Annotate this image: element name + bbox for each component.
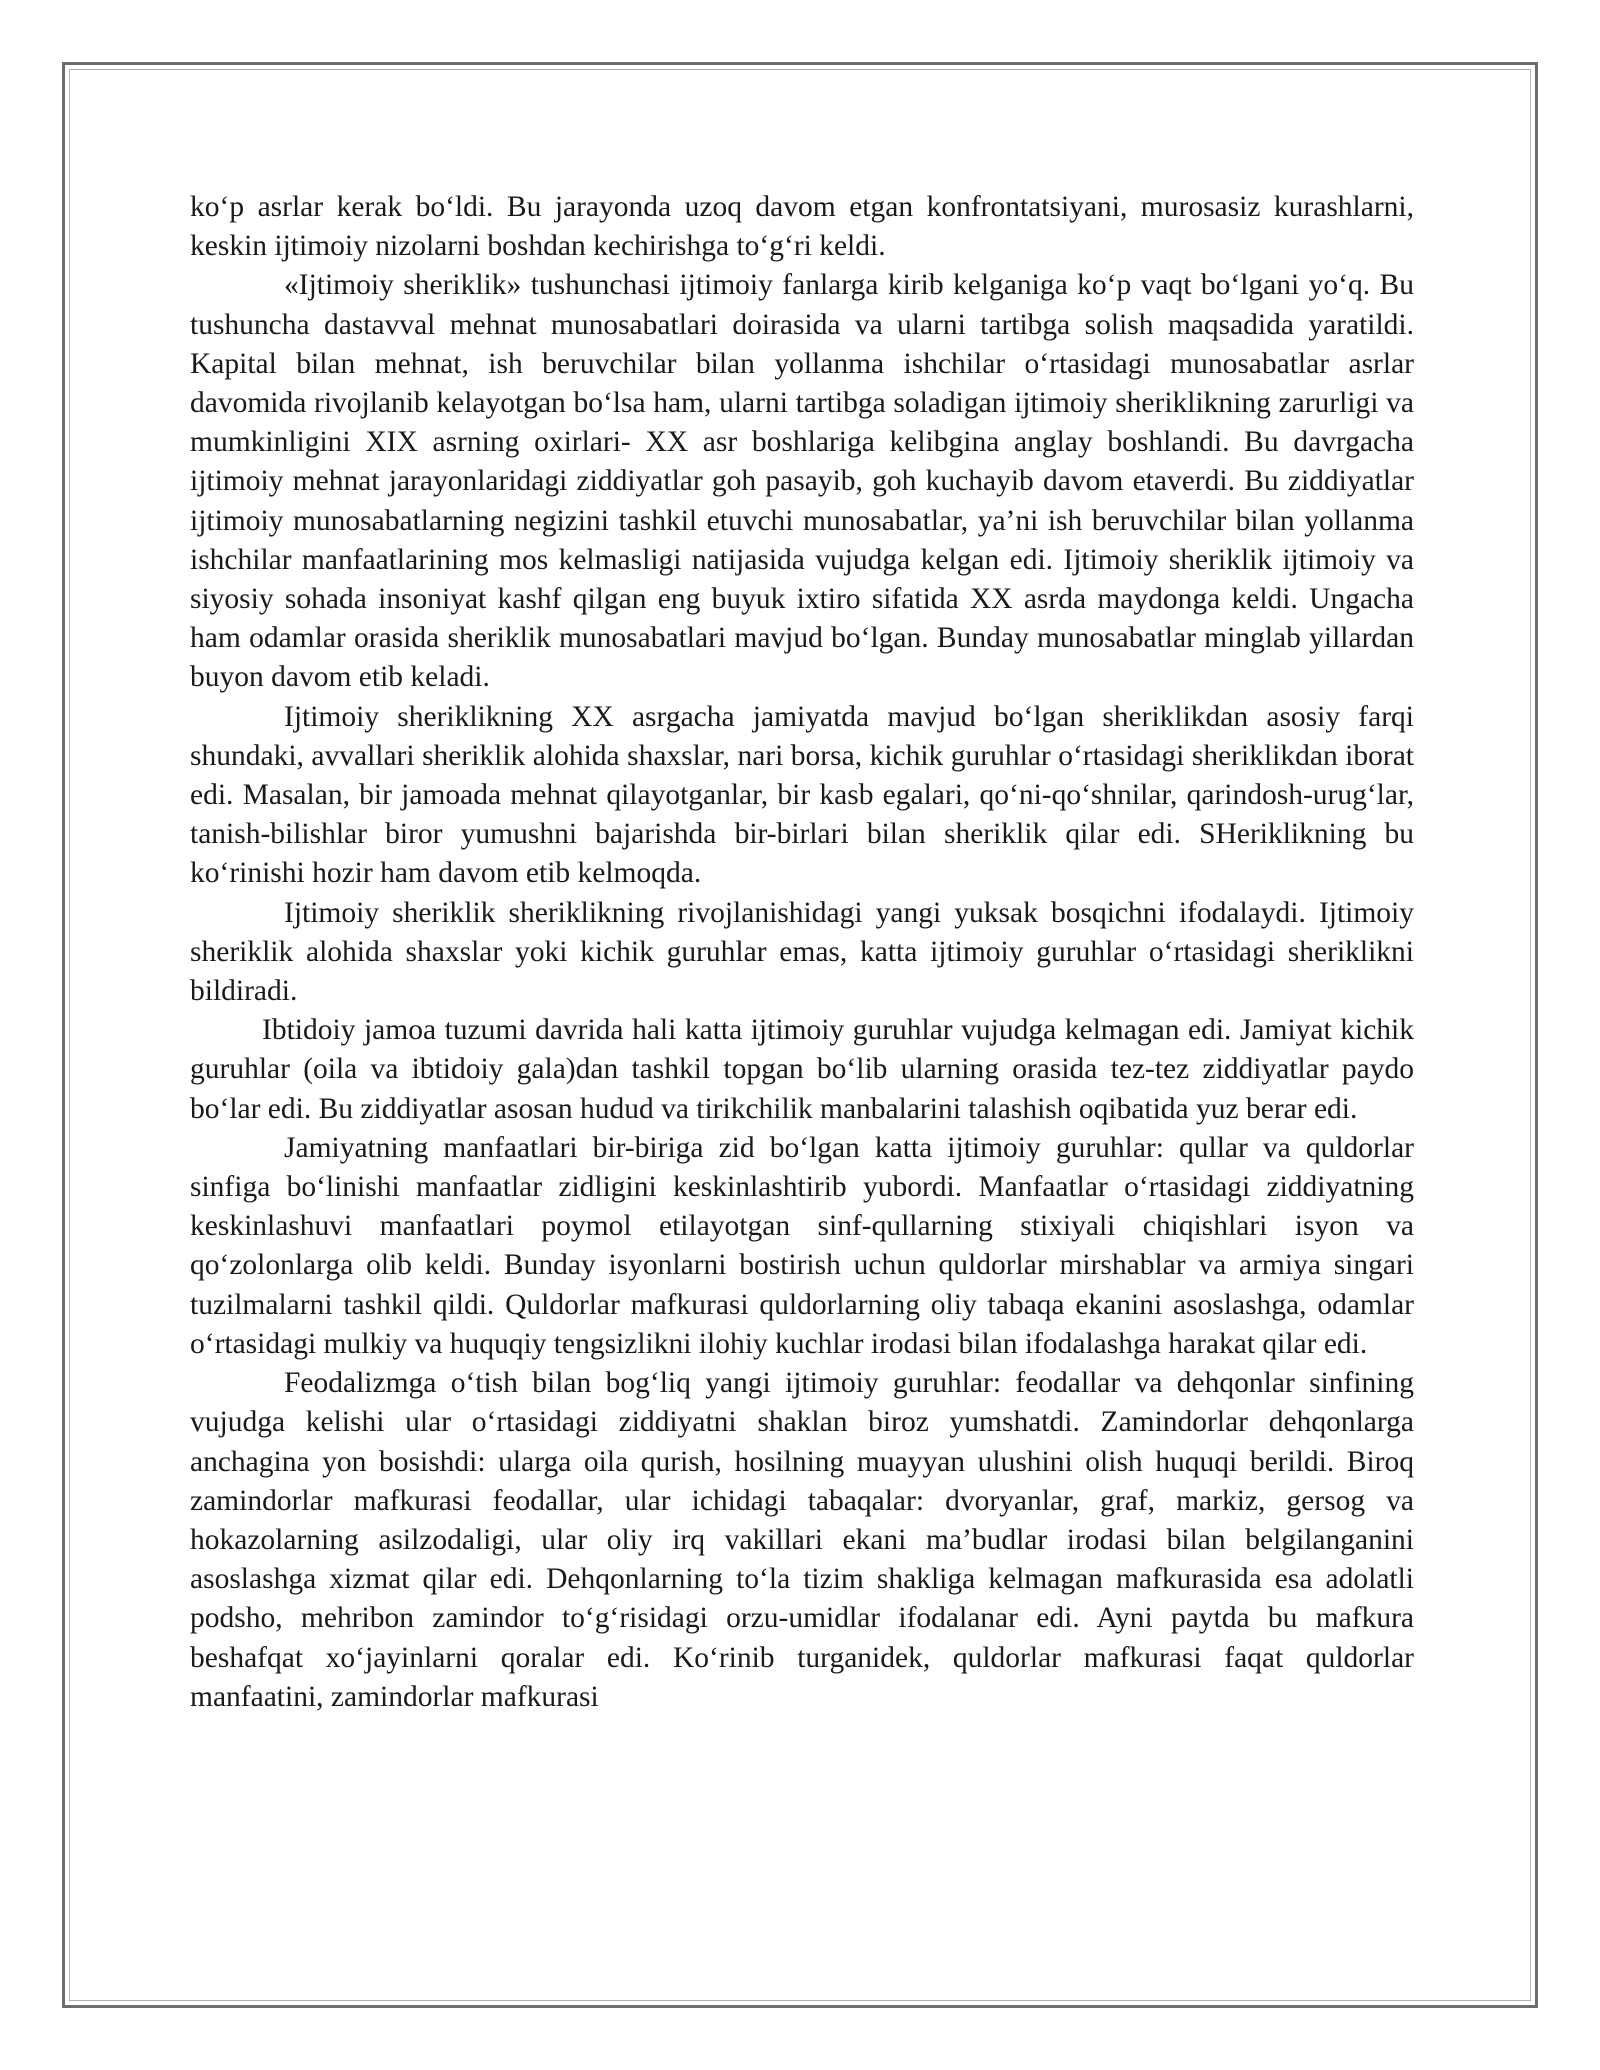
paragraph-social-partnership-concept: «Ijtimoiy sheriklik» tushunchasi ijtimoiy fanlarga kirib kelganiga ko‘p vaqt bo‘lgani yo‘q. Bu tushuncha dastavval mehnat munosabatlari doirasida va ularni tartibga solish maqsadida yaratildi. Kapital bilan mehnat, ish beruvchilar bilan yollanma ishchilar o‘rtasidagi munosabatlar asrlar davomida rivojlanib kelayotgan bo‘lsa ham, ularni tartibga soladigan ijtimoiy sheriklikning zarurligi va mumkinligini XIX asrning oxirlari- XX asr boshlariga kelibgina anglay boshlandi. Bu davrgacha ijtimoiy mehnat jarayonlaridagi ziddiyatlar goh pasayib, goh kuchayib davom etaverdi. Bu ziddiyatlar ijtimoiy munosabatlarning negizini tashkil etuvchi munosabatlar, ya’ni ish beruvchilar bilan yollanma ishchilar manfaatlarining mos kelmasligi natijasida vujudga kelgan edi. Ijtimoiy sheriklik ijtimoiy va siyosiy sohada insoniyat kashf qilgan eng buyuk ixtiro sifatida XX asrda maydonga keldi. Ungacha ham odamlar orasida sheriklik munosabatlari mavjud bo‘lgan. Bunday munosabatlar minglab yillardan buyon davom etib keladi.	[190, 269, 1414, 694]
paragraph-new-stage: Ijtimoiy sheriklik sheriklikning rivojlanishidagi yangi yuksak bosqichni ifodalaydi. Ijtimoiy sheriklik alohida shaxslar yoki kichik guruhlar emas, katta ijtimoiy guruhlar o‘rtasidagi sheriklikni bildiradi.	[190, 896, 1414, 1008]
paragraph-feudalism: Feodalizmga o‘tish bilan bog‘liq yangi ijtimoiy guruhlar: feodallar va dehqonlar sinfining vujudga kelishi ular o‘rtasidagi ziddiyatni shaklan biroz yumshatdi. Zamindorlar dehqonlarga anchagina yon bosishdi: ularga oila qurish, hosilning muayyan ulushini olish huquqi berildi. Biroq zamindorlar mafkurasi feodallar, ular ichidagi tabaqalar: dvoryanlar, graf, markiz, gersog va hokazolarning asilzodaligi, ular oliy irq vakillari ekani ma’budlar irodasi bilan belgilanganini asoslashga xizmat qilar edi. Dehqonlarning to‘la tizim shakliga kelmagan mafkurasida esa adolatli podsho, mehribon zamindor to‘g‘risidagi orzu-umidlar ifodalanar edi. Ayni paytda bu mafkura beshafqat xo‘jayinlarni qoralar edi. Ko‘rinib turganidek, quldorlar mafkurasi faqat quldorlar manfaatini, zamindorlar mafkurasi	[190, 1367, 1414, 1713]
paragraph-partnership-difference: Ijtimoiy sheriklikning XX asrgacha jamiyatda mavjud bo‘lgan sheriklikdan asosiy farqi shundaki, avvallari sheriklik alohida shaxslar, nari borsa, kichik guruhlar o‘rtasidagi sheriklikdan iborat edi. Masalan, bir jamoada mehnat qilayotganlar, bir kasb egalari, qo‘ni-qo‘shnilar, qarindosh-urug‘lar, tanish-bilishlar biror yumushni bajarishda bir-birlari bilan sheriklik qilar edi. SHeriklikning bu ko‘rinishi hozir ham davom etib kelmoqda.	[190, 700, 1414, 890]
paragraph-primitive-community: Ibtidoiy jamoa tuzumi davrida hali katta ijtimoiy guruhlar vujudga kelmagan edi. Jamiyat kichik guruhlar (oila va ibtidoiy gala)dan tashkil topgan bo‘lib ularning orasida tez-tez ziddiyatlar paydo bo‘lar edi. Bu ziddiyatlar asosan hudud va tirikchilik manbalarini talashish oqibatida yuz berar edi.	[190, 1014, 1414, 1125]
paragraph-slavery: Jamiyatning manfaatlari bir-biriga zid bo‘lgan katta ijtimoiy guruhlar: qullar va quldorlar sinfiga bo‘linishi manfaatlar zidligini keskinlashtirib yubordi. Manfaatlar o‘rtasidagi ziddiyatning keskinlashuvi manfaatlari poymol etilayotgan sinf-qullarning stixiyali chiqishlari isyon va qo‘zolonlarga olib keldi. Bunday isyonlarni bostirish uchun quldorlar mirshablar va armiya singari tuzilmalarni tashkil qildi. Quldorlar mafkurasi quldorlarning oliy tabaqa ekanini asoslashga, odamlar o‘rtasidagi mulkiy va huquqiy tengsizlikni ilohiy kuchlar irodasi bilan ifodalashga harakat qilar edi.	[190, 1131, 1414, 1360]
paragraph-continuation: ko‘p asrlar kerak bo‘ldi. Bu jarayonda uzoq davom etgan konfrontatsiyani, murosasiz kurashlarni, keskin ijtimoiy nizolarni boshdan kechirishga to‘g‘ri keldi.	[190, 191, 1414, 263]
document-body	[190, 188, 1414, 1717]
